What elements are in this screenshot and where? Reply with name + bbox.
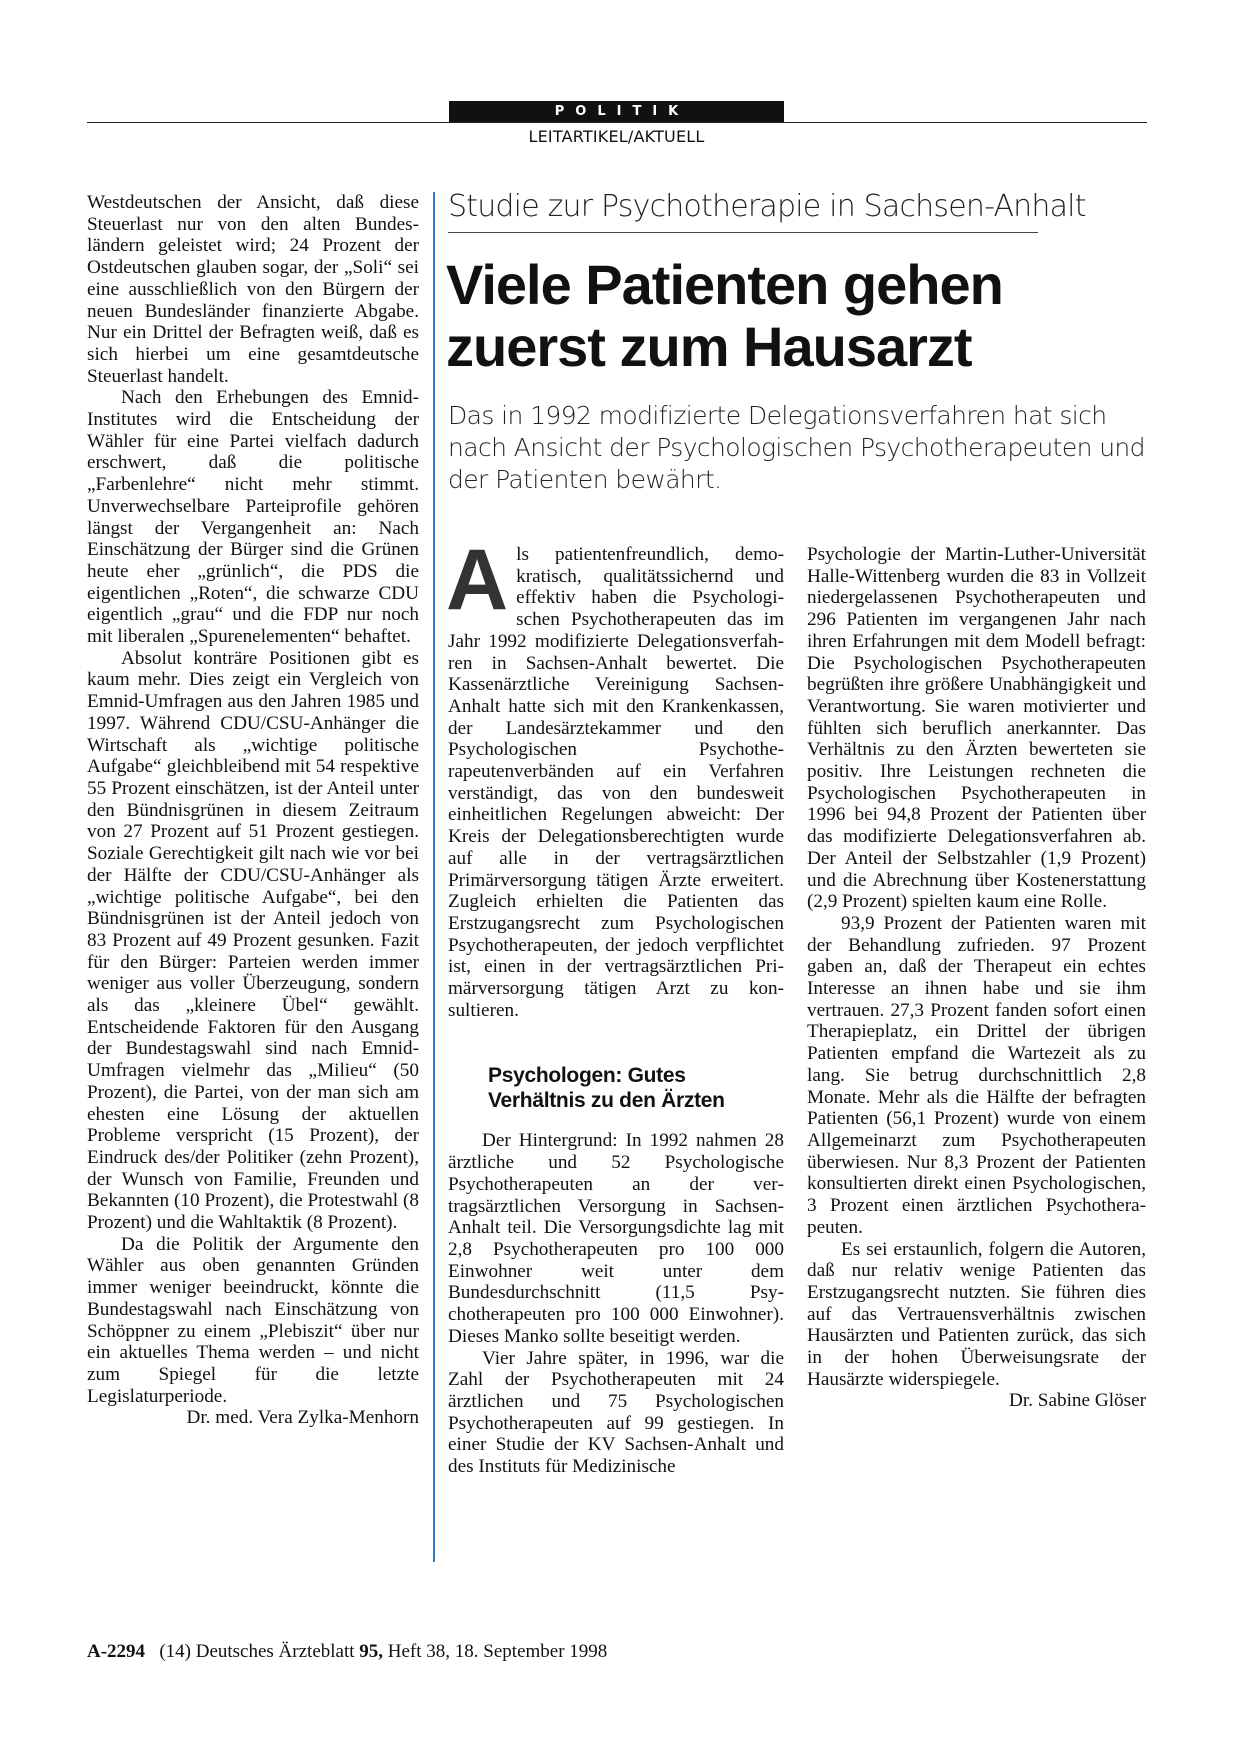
- article-paragraph-6-text: Es sei erstaunlich, folgern die Autoren, daß nur relativ wenige Patienten das Erstzugangsrecht nutzten. Sie führen dies auf das Vertrauensverhältnis zwischen Hausärzten und Patienten zurück, das sich in der hohen Überweisungsrate der Hausärzte widerspiegele.: [807, 1238, 1146, 1390]
- drop-cap: A: [446, 532, 509, 628]
- article-subheading: Psychologen: Gutes Verhältnis zu den Ärzten: [488, 1064, 725, 1113]
- article-lead: Das in 1992 modifizierte Delegationsverfahren hat sich nach Ansicht der Psychologischen Psychotherapeuten und der Patienten bewährt.: [448, 401, 1145, 494]
- column-divider: [433, 192, 435, 1562]
- volume: 95,: [359, 1641, 384, 1662]
- col1-signature: Dr. med. Vera Zylka-Menhorn: [186, 1407, 419, 1429]
- page-footer: [87, 1641, 607, 1663]
- kicker-rule: [448, 232, 1038, 233]
- issue-page: (14): [159, 1641, 191, 1662]
- article-paragraph-2: Der Hintergrund: In 1992 nahmen 28 ärztliche und 52 Psychologische Psychotherapeuten an der vertragsärztlichen Versorgung in Sachsen-Anhalt teil. Die Versorgungsdichte lag mit 2,8 Psychotherapeuten pro 100 000 Einwohner weit unter dem Bundesdurchschnitt (11,5 Psychotherapeuten pro 100 000 Einwohner). Dieses Manko sollte beseitigt werden.: [448, 1130, 784, 1347]
- article-kicker: Studie zur Psychotherapie in Sachsen-Anhalt: [448, 189, 1086, 224]
- article-paragraph-3: Vier Jahre später, in 1996, war die Zahl der Psychotherapeuten mit 24 ärztlichen und 75 Psychologischen Psychotherapeuten auf 99 gestiegen. In einer Studie der KV Sachsen-Anhalt und des Instituts für Medizinische: [448, 1347, 784, 1478]
- subsection-label: LEITARTIKEL/AKTUELL: [528, 127, 705, 146]
- article-paragraph-1: [446, 532, 784, 1021]
- issue-date: Heft 38, 18. September 1998: [387, 1641, 608, 1662]
- article-headline: Viele Patienten gehen zuerst zum Hausarzt: [446, 253, 1003, 378]
- col1-paragraph-4: Da die Politik der Argumente den Wähler aus oben genannten Gründen immer weniger beeindruckt, könnte die Bundestagswahl nach Einschätzung von Schöppner zu einem „Plebiszit“ über nur ein aktuelles Thema werden – und nicht zum Spiegel für die letzte Legislaturperiode.: [87, 1233, 419, 1407]
- page-number: A-2294: [87, 1641, 146, 1662]
- header-rule: [87, 122, 1147, 123]
- article-signature: Dr. Sabine Glöser: [1009, 1390, 1146, 1412]
- col1-paragraph-3: Absolut konträre Positionen gibt es kaum mehr. Dies zeigt ein Vergleich von Emnid-Umfragen aus den Jahren 1985 und 1997. Während CDU/CSU-Anhänger die Wirtschaft als „wichtige politische Aufgabe“ gleichbleibend mit 54 respektive 55 Prozent einschätzen, ist der Anteil unter den Bündnisgrünen in diesem Zeitraum von 27 Prozent auf 51 Prozent gestiegen. Soziale Gerechtigkeit gilt nach wie vor bei der Hälfte der CDU/CSU-Anhänger als „wichtige politische Aufgabe“, bei den Bündnisgrünen ist der Anteil jedoch von 83 Prozent auf 49 Prozent gesunken. Fazit für den Bürger: Parteien werden immer weniger aus voller Überzeugung, sondern als das „kleinere Übel“ gewählt. Entscheidende Faktoren für den Ausgang der Bundestagswahl sind nach Emnid-Umfragen vielmehr das „Milieu“ (50 Prozent), die Partei, von der man sich am ehesten eine Lösung der aktuellen Probleme verspricht (15 Prozent), der Eindruck des/der Politiker (zehn Prozent), der Wunsch von Familie, Freunden und Bekannten (10 Prozent), die Protestwahl (8 Prozent) und die Wahltaktik (8 Prozent).: [87, 647, 419, 1234]
- article-paragraph-4: Psychologie der Martin-Luther-Universität Halle-Wittenberg wurden die 83 in Vollzeit niedergelassenen Psychotherapeuten und 296 Patienten im vergangenen Jahr nach ihren Erfahrungen mit dem Modell befragt: Die Psychologischen Psychotherapeuten begrüßten ihre größere Unabhängigkeit und Verantwortung. Sie waren motivierter und fühlten sich beruflich anerkannter. Das Verhältnis zu den Ärzten bewerteten sie positiv. Ihre Leistungen rechneten die Psychologischen Psychotherapeuten in 1996 bei 94,8 Prozent der Patienten über das modifizierte Delegationsverfahren ab. Der Anteil der Selbstzahler (1,9 Prozent) und die Abrechnung über Kostenerstattung (2,9 Prozent) spielten kaum eine Rolle.: [807, 544, 1146, 913]
- article-paragraph-1-text: ls patientenfreundlich, demokratisch, qualitätssichernd und effektiv haben die Psychologischen Psychotherapeuten das im Jahr 1992 modifizierte Delegationsverfahren in Sachsen-Anhalt bewertet. Die Kassenärztliche Vereinigung Sachsen-Anhalt hatte sich mit den Krankenkassen, der Landesärztekammer und den Psychologischen Psychotherapeutenverbänden auf ein Verfahren verständigt, das von den bundesweit einheitlichen Regelungen abweicht: Der Kreis der Delegationsberechtigten wurde auf alle in der vertragsärztlichen Primärversorgung tätigen Ärzte erweitert. Zugleich erhielten die Patienten das Erstzugangsrecht zum Psychologischen Psychotherapeuten, der jedoch verpflichtet ist, einen in der vertragsärztlichen Primärversorgung tätigen Arzt zu konsultieren.: [448, 544, 784, 1021]
- left-column: [87, 192, 419, 1429]
- article-paragraph-6: [807, 1238, 1146, 1412]
- journal-name: Deutsches Ärzteblatt: [195, 1641, 355, 1662]
- article-column-1: [446, 532, 784, 1478]
- article-paragraph-5: 93,9 Prozent der Patienten waren mit der Behandlung zufrieden. 97 Prozent gaben an, daß der Therapeut ein echtes Interesse an ihnen habe und sie ihm vertrauen. 27,3 Prozent fanden sofort einen Therapieplatz, ein Drittel der übrigen Patienten empfand die Wartezeit als zu lang. Sie betrug durchschnittlich 2,8 Monate. Mehr als die Hälfte der befragten Patienten (56,1 Prozent) wurde von einem Allgemeinarzt zum Psychotherapeuten überwiesen. Nur 8,3 Prozent der Patienten konsultierten direkt einen Psychologischen, 3 Prozent einen ärztlichen Psychotherapeuten.: [807, 912, 1146, 1238]
- col1-paragraph-2: Nach den Erhebungen des Emnid-Institutes wird die Entscheidung der Wähler für eine Partei vielfach dadurch erschwert, daß die politische „Farbenlehre“ nicht mehr stimmt. Unverwechselbare Parteiprofile gehören längst der Vergangenheit an: Nach Einschätzung der Bürger sind die Grünen heute eher „grünlich“, die PDS die eigentlichen „Roten“, die schwarze CDU eigentlich „grau“ und die FDP nur noch mit liberalen „Spurenelementen“ behaftet.: [87, 387, 419, 648]
- col1-paragraph-1: Westdeutschen der Ansicht, daß diese Steuerlast nur von den alten Bundesländern geleistet wird; 24 Prozent der Ostdeutschen glauben sogar, der „Soli“ sei eine ausschließlich von den Bürgern der neuen Bundesländer finanzierte Abgabe. Nur ein Drittel der Befragten weiß, daß es sich hierbei um eine gesamtdeutsche Steuerlast handelt.: [87, 192, 419, 387]
- article-column-2: [807, 544, 1146, 1412]
- section-label: POLITIK: [449, 101, 784, 123]
